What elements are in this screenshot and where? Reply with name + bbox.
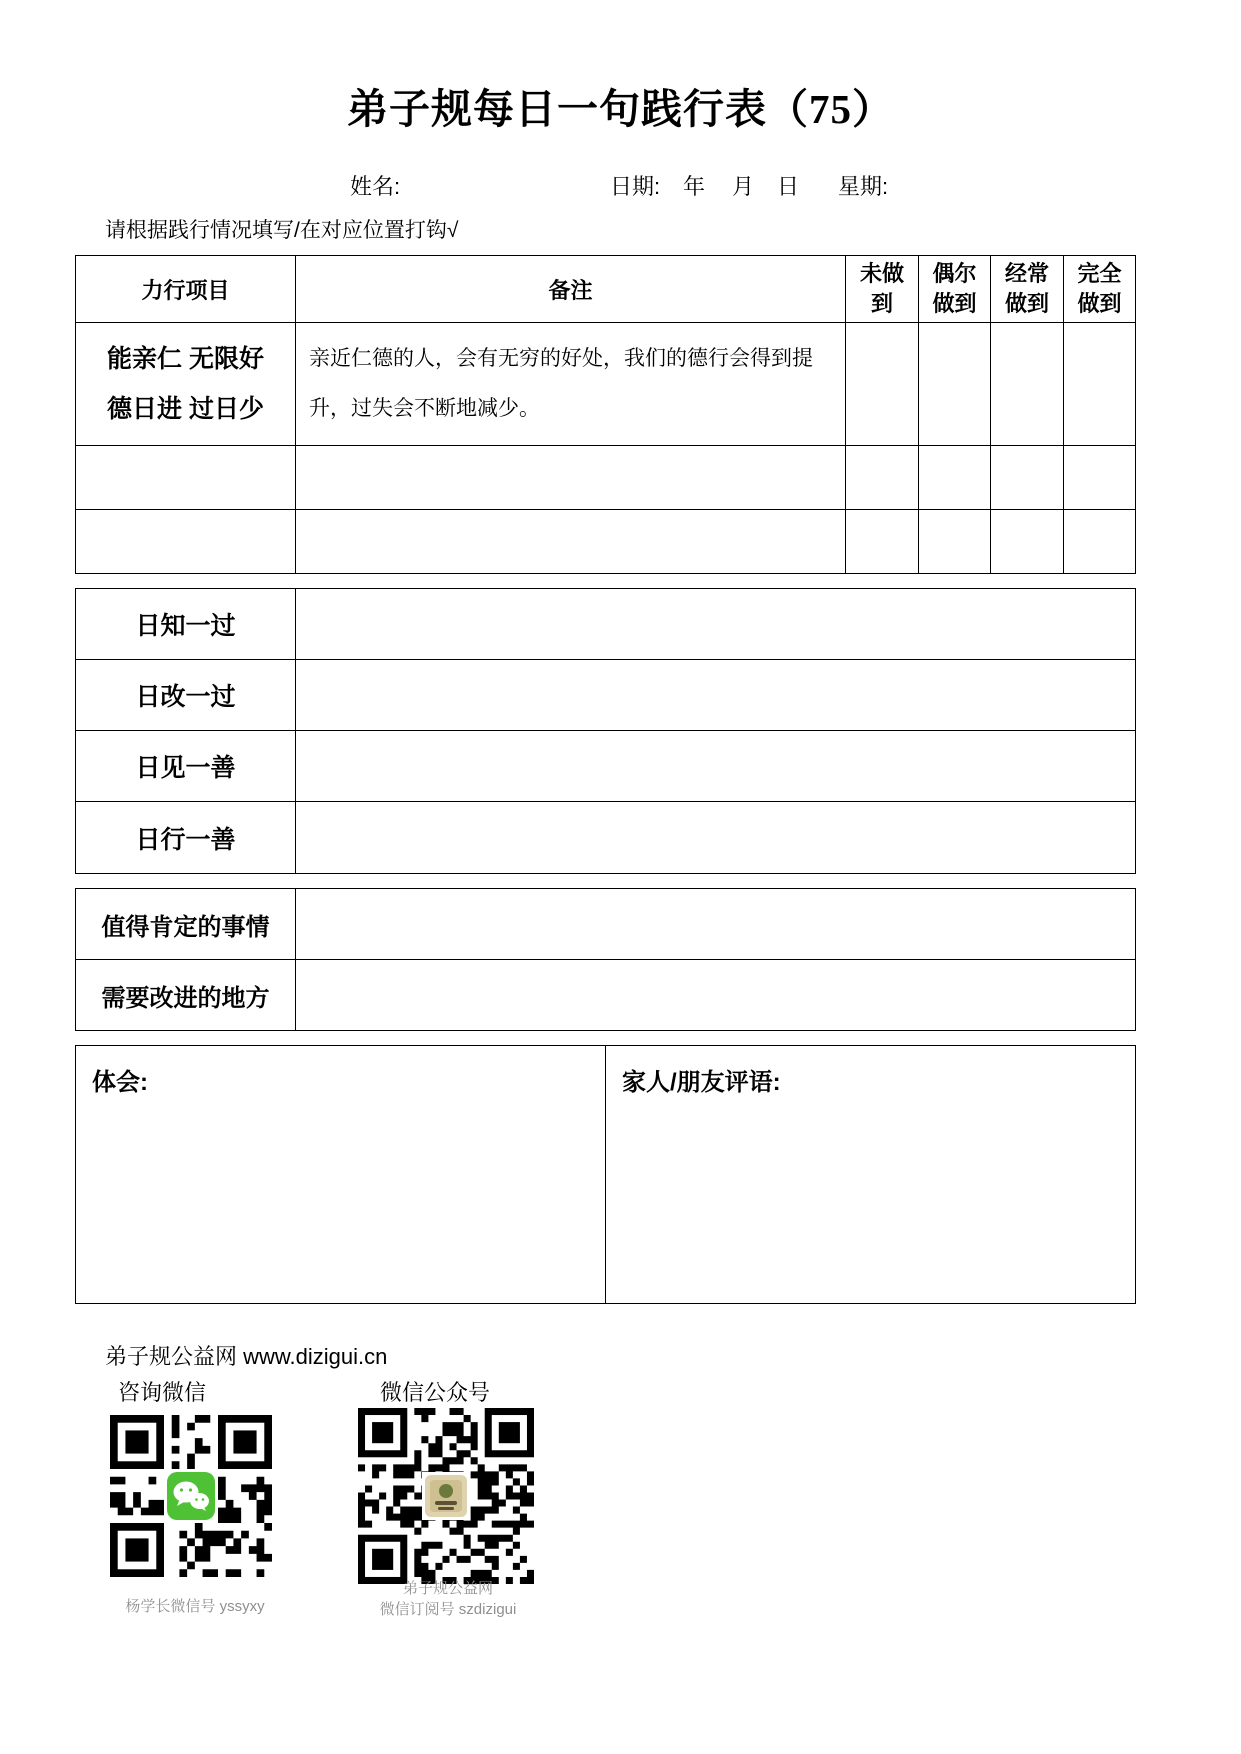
- check-cell: [919, 510, 991, 574]
- check-cell: [991, 510, 1064, 574]
- daily-label: 日改一过: [76, 660, 296, 731]
- daily-blank-cell: [296, 660, 1136, 731]
- col-header-level-1: 偶尔做到: [919, 256, 991, 323]
- week-label: 星期:: [838, 174, 889, 199]
- check-cell: [1064, 446, 1136, 510]
- check-cell: [846, 510, 919, 574]
- check-cell: [991, 323, 1064, 446]
- practice-header-row: [76, 256, 1136, 323]
- public-qr-caption: [358, 1578, 538, 1620]
- practice-row-3: [76, 510, 1136, 574]
- check-cell: [991, 446, 1064, 510]
- empty-item-cell: [76, 446, 296, 510]
- consult-qr-code: [110, 1415, 272, 1577]
- empty-remark-cell: [296, 510, 846, 574]
- public-account-label: 微信公众号: [380, 1380, 491, 1405]
- personal-reflection-box: 体会:: [76, 1046, 606, 1304]
- day-label: 日: [777, 174, 800, 199]
- name-label: 姓名:: [350, 174, 401, 199]
- public-account-qr-code: [358, 1408, 534, 1584]
- col-header-level-2: 经常做到: [991, 256, 1064, 323]
- practice-table: [75, 255, 1136, 574]
- check-cell: [919, 446, 991, 510]
- wechat-logo-icon: [164, 1469, 218, 1523]
- daily-label: 日行一善: [76, 802, 296, 874]
- consult-qr-caption: 杨学长微信号 yssyxy: [125, 1598, 265, 1615]
- website-text: 弟子规公益网 www.dizigui.cn: [105, 1344, 388, 1369]
- check-cell: [1064, 510, 1136, 574]
- practice-item: [76, 323, 296, 446]
- review-table: [75, 888, 1136, 1031]
- col-header-level-0: 未做到: [846, 256, 919, 323]
- col-header-item: 力行项目: [76, 256, 296, 323]
- daily-label: 日知一过: [76, 589, 296, 660]
- daily-blank-cell: [296, 802, 1136, 874]
- practice-row-1: [76, 323, 1136, 446]
- col-header-level-3: 完全做到: [1064, 256, 1136, 323]
- daily-row: [76, 731, 1136, 802]
- review-row: [76, 960, 1136, 1031]
- family-comments-box: 家人/朋友评语:: [606, 1046, 1136, 1304]
- check-cell: [919, 323, 991, 446]
- review-blank-cell: [296, 960, 1136, 1031]
- empty-item-cell: [76, 510, 296, 574]
- comments-table: [75, 1045, 1136, 1304]
- check-cell: [846, 446, 919, 510]
- empty-remark-cell: [296, 446, 846, 510]
- year-label: 年: [683, 174, 706, 199]
- check-cell: [1064, 323, 1136, 446]
- public-qr-caption-line1: 弟子规公益网: [402, 1580, 493, 1597]
- review-row: [76, 889, 1136, 960]
- review-blank-cell: [296, 889, 1136, 960]
- page-title: 弟子规每日一句践行表（75）: [347, 86, 894, 132]
- month-label: 月: [732, 174, 755, 199]
- daily-blank-cell: [296, 731, 1136, 802]
- daily-row: [76, 660, 1136, 731]
- practice-item-line1: 能亲仁 无限好: [107, 345, 264, 373]
- col-header-remark: 备注: [296, 256, 846, 323]
- daily-label: 日见一善: [76, 731, 296, 802]
- practice-row-2: [76, 446, 1136, 510]
- daily-blank-cell: [296, 589, 1136, 660]
- check-cell: [846, 323, 919, 446]
- daily-row: [76, 802, 1136, 874]
- public-qr-caption-line2: 微信订阅号 szdizigui: [379, 1601, 517, 1618]
- date-label: 日期:: [610, 174, 661, 199]
- fill-instruction: 请根据践行情况填写/在对应位置打钩√: [105, 219, 459, 242]
- dizigui-logo-icon: [422, 1472, 470, 1520]
- daily-table: [75, 588, 1136, 874]
- review-label: 值得肯定的事情: [76, 889, 296, 960]
- practice-remark: 亲近仁德的人，会有无穷的好处，我们的德行会得到提升，过失会不断地减少。: [296, 323, 846, 446]
- consult-wechat-label: 咨询微信: [118, 1380, 207, 1405]
- comments-row: [76, 1046, 1136, 1304]
- review-label: 需要改进的地方: [76, 960, 296, 1031]
- daily-row: [76, 589, 1136, 660]
- practice-item-line2: 德日进 过日少: [107, 395, 264, 423]
